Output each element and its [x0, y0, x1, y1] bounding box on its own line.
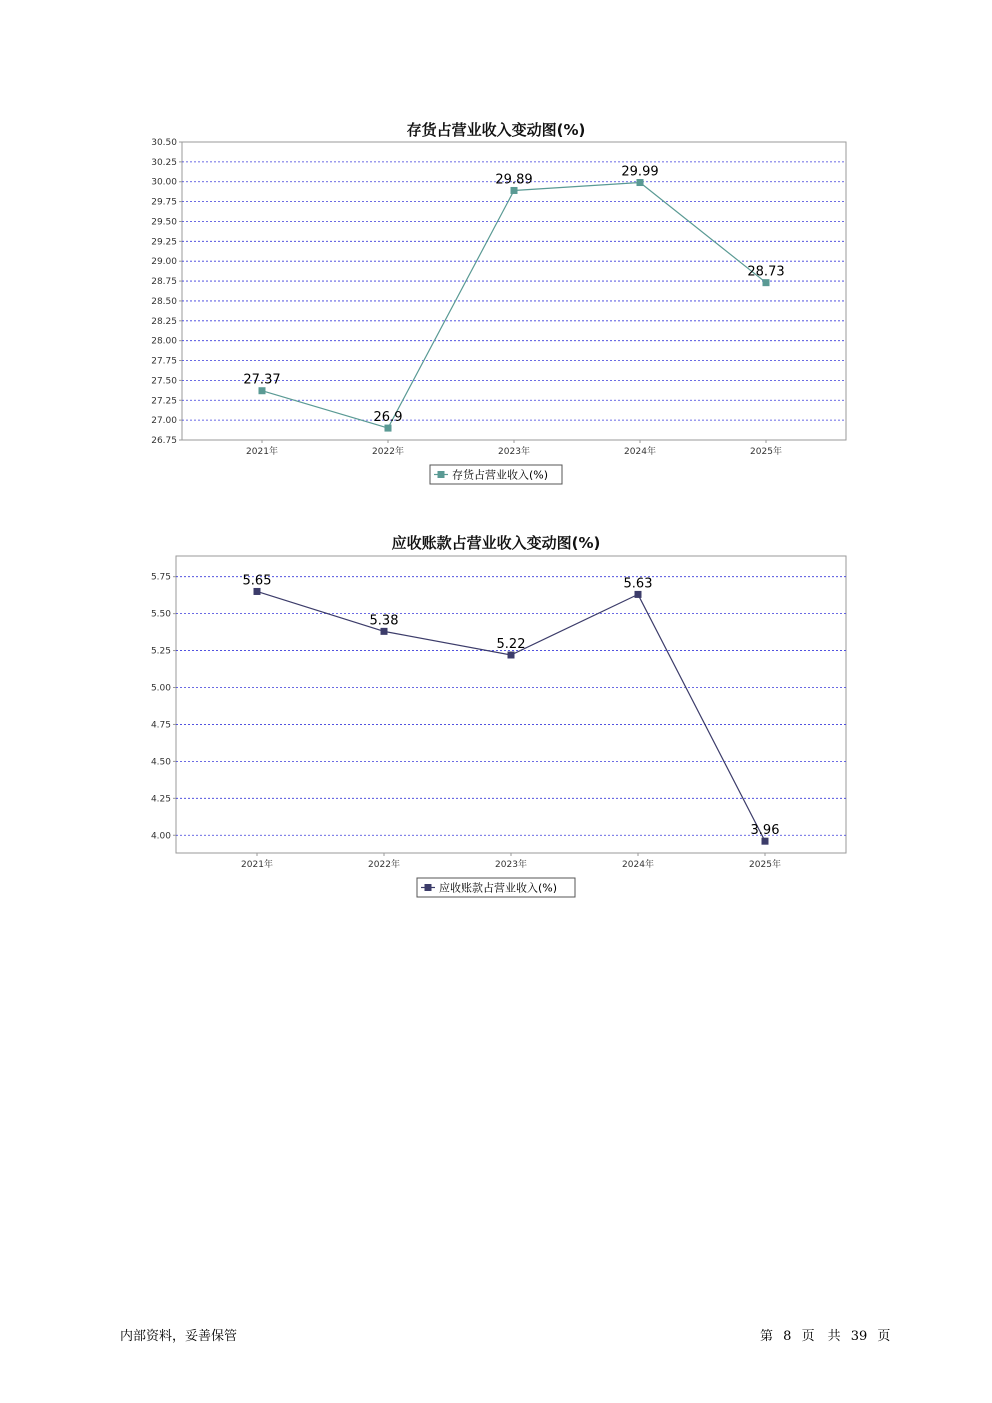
- y-tick-label: 30.25: [151, 157, 177, 168]
- data-label: 27.37: [243, 372, 281, 388]
- y-tick-label: 29.25: [151, 237, 177, 248]
- data-point: [762, 838, 769, 845]
- data-label: 3.96: [750, 823, 780, 839]
- data-label: 29.89: [495, 172, 533, 188]
- legend-marker: [425, 884, 432, 891]
- y-tick-label: 30.00: [151, 177, 177, 188]
- y-tick-label: 4.00: [150, 831, 171, 842]
- data-point: [381, 628, 388, 635]
- y-tick-label: 28.00: [151, 336, 177, 347]
- data-label: 5.38: [369, 613, 399, 629]
- x-tick-label: 2022年: [372, 447, 404, 457]
- legend-label: 存货占营业收入(%): [452, 468, 549, 482]
- x-tick-label: 2021年: [246, 447, 278, 457]
- data-label: 5.65: [242, 573, 272, 589]
- data-label: 26.9: [373, 410, 403, 426]
- x-tick-label: 2024年: [624, 447, 656, 457]
- y-tick-label: 29.50: [151, 217, 177, 228]
- x-tick-label: 2023年: [498, 447, 530, 457]
- y-tick-label: 4.50: [150, 757, 171, 768]
- y-tick-label: 27.00: [151, 416, 177, 427]
- plot-area: [176, 556, 846, 853]
- x-tick-label: 2022年: [368, 860, 400, 870]
- x-tick-label: 2025年: [749, 860, 781, 870]
- footer-page-mid: 页 共: [801, 1329, 841, 1344]
- data-label: 5.63: [623, 576, 653, 592]
- y-tick-label: 26.75: [151, 436, 177, 446]
- footer-page-prefix: 第: [760, 1329, 774, 1344]
- data-label: 29.99: [621, 164, 659, 180]
- data-point: [254, 588, 261, 595]
- chart1-title: 存货占营业收入变动图(%): [406, 121, 586, 139]
- y-tick-label: 28.75: [151, 277, 177, 288]
- data-point: [635, 591, 642, 598]
- footer-page-suffix: 页: [877, 1329, 891, 1344]
- y-tick-label: 4.25: [150, 794, 171, 805]
- footer-page-total: 39: [850, 1329, 868, 1344]
- y-tick-label: 4.75: [150, 720, 171, 731]
- y-tick-label: 28.50: [151, 296, 177, 307]
- legend-label: 应收账款占营业收入(%): [439, 881, 558, 895]
- footer-page-number: [760, 1325, 890, 1344]
- data-label: 28.73: [747, 264, 785, 280]
- y-tick-label: 29.75: [151, 197, 177, 208]
- y-tick-label: 28.25: [151, 316, 177, 327]
- y-tick-label: 5.00: [150, 683, 171, 694]
- footer-page-current: 8: [783, 1329, 792, 1344]
- data-point: [508, 652, 515, 659]
- chart2-title: 应收账款占营业收入变动图(%): [391, 534, 601, 552]
- x-tick-label: 2021年: [241, 860, 273, 870]
- y-tick-label: 5.25: [150, 646, 171, 657]
- x-tick-label: 2023年: [495, 860, 527, 870]
- y-tick-label: 5.50: [150, 609, 171, 620]
- data-label: 5.22: [496, 637, 526, 652]
- y-tick-label: 30.50: [151, 138, 177, 148]
- y-tick-label: 27.25: [151, 396, 177, 407]
- y-tick-label: 27.75: [151, 356, 177, 367]
- footer-confidential-note: 内部资料，妥善保管: [120, 1329, 238, 1344]
- x-tick-label: 2025年: [750, 447, 782, 457]
- x-tick-label: 2024年: [622, 860, 654, 870]
- y-tick-label: 29.00: [151, 257, 177, 268]
- y-tick-label: 5.75: [150, 572, 171, 583]
- y-tick-label: 27.50: [151, 376, 177, 387]
